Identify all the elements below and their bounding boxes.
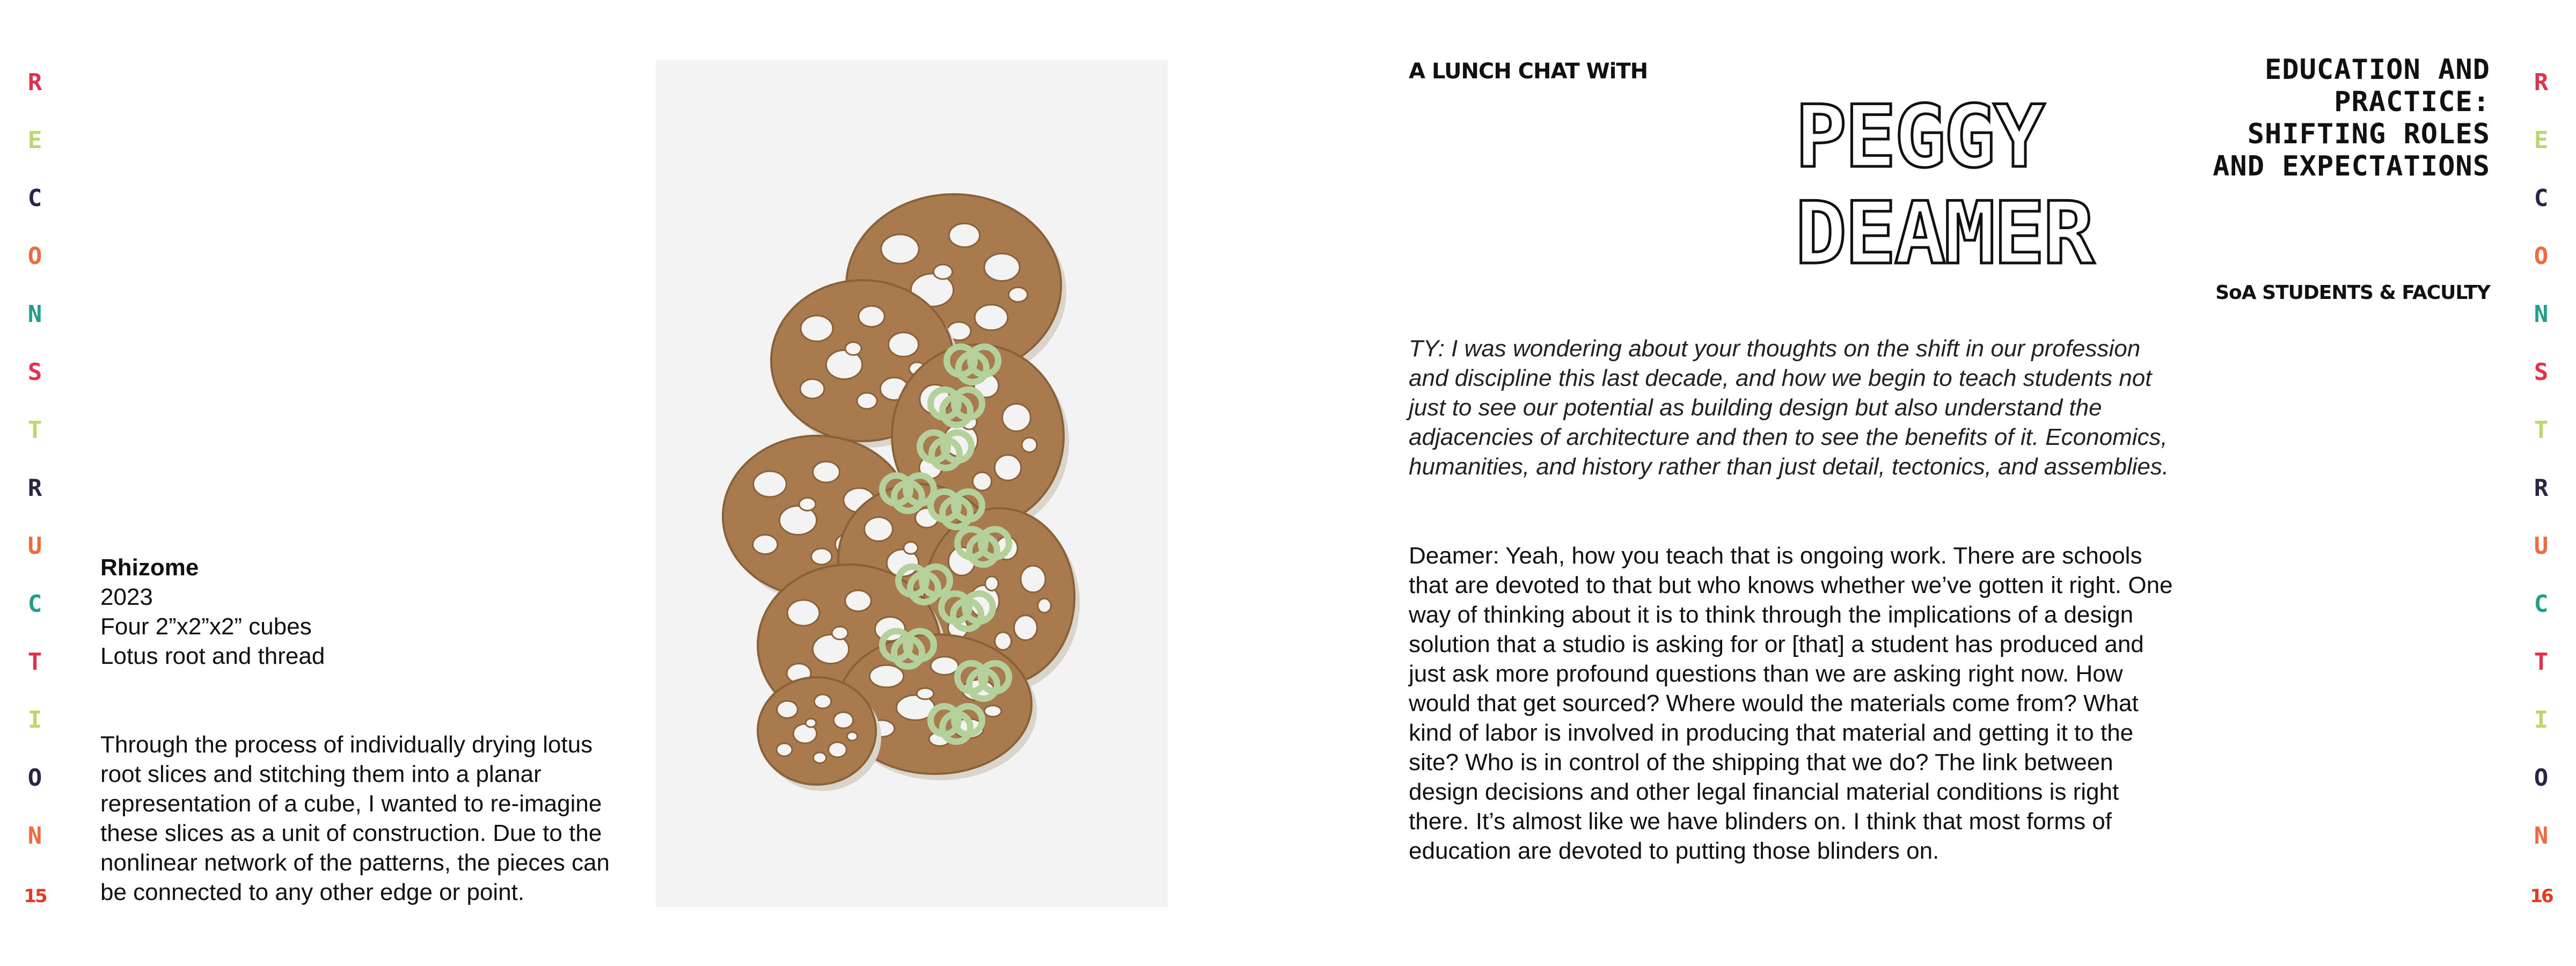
- lotus-hole: [933, 265, 952, 279]
- side-letter: T: [27, 416, 42, 444]
- side-letter: S: [27, 358, 42, 386]
- lotus-hole: [995, 632, 1012, 650]
- artwork-photo: [656, 60, 1168, 907]
- lotus-hole: [829, 742, 847, 757]
- side-letter: C: [2534, 590, 2549, 618]
- artwork-materials: Lotus root and thread: [100, 643, 325, 669]
- lotus-hole: [800, 379, 824, 399]
- artwork-title: Rhizome: [100, 554, 199, 581]
- lotus-hole: [847, 732, 857, 741]
- lotus-hole: [881, 235, 919, 264]
- side-letter: R: [2534, 69, 2549, 96]
- lotus-hole: [811, 548, 832, 565]
- lotus-hole: [777, 743, 792, 756]
- lotus-hole: [1002, 404, 1031, 431]
- side-letter: N: [27, 301, 42, 328]
- side-letter: T: [2534, 648, 2549, 676]
- lotus-hole: [984, 706, 1001, 717]
- lotus-hole: [1008, 287, 1027, 302]
- lotus-hole: [1021, 566, 1045, 592]
- lotus-hole: [801, 316, 833, 341]
- lotus-hole: [857, 393, 877, 409]
- artwork-year: 2023: [100, 584, 153, 610]
- lotus-hole: [859, 306, 885, 327]
- side-letter: I: [2534, 706, 2549, 734]
- lotus-hole: [806, 719, 816, 727]
- lotus-hole: [833, 712, 853, 728]
- side-letter: R: [27, 69, 42, 96]
- side-letter: U: [2534, 532, 2549, 560]
- side-letter: S: [2534, 358, 2549, 386]
- side-word-left: [16, 54, 54, 865]
- lotus-hole: [931, 657, 958, 675]
- side-letter: I: [27, 706, 42, 734]
- page-number-left: 15: [24, 885, 46, 907]
- side-letter: R: [2534, 474, 2549, 502]
- side-letter: T: [27, 648, 42, 676]
- side-word-right: [2522, 54, 2560, 865]
- side-letter: T: [2534, 416, 2549, 444]
- article-eyebrow: A LUNCH CHAT WiTH: [1409, 59, 1648, 84]
- side-letter: N: [2534, 301, 2549, 328]
- lotus-hole: [949, 223, 979, 247]
- lotus-hole: [917, 688, 934, 699]
- lotus-hole: [777, 701, 798, 718]
- lotus-hole: [814, 694, 831, 708]
- lotus-hole: [753, 471, 787, 497]
- side-letter: C: [27, 185, 42, 212]
- lotus-hole: [1014, 616, 1037, 640]
- interview-question: TY: I was wondering about your thoughts on the shift in our profession and discipline this last decade, and how we begin to teach students not just to see our potential as building design but also understand the adjacencies of architecture and then to see the benefits of it. Economics, humanities, and history rather than just detail, tectonics, and assemblies.: [1409, 335, 2169, 480]
- side-letter: O: [27, 243, 42, 270]
- side-letter: O: [27, 764, 42, 792]
- lotus-hole: [753, 535, 778, 554]
- lotus-hole: [984, 254, 1020, 281]
- lotus-hole: [994, 455, 1021, 481]
- side-letter: E: [27, 127, 42, 154]
- article-audience: SoA STUDENTS & FACULTY: [2215, 282, 2490, 304]
- lotus-hole: [975, 305, 1008, 331]
- lotus-hole: [1038, 598, 1051, 612]
- lotus-hole: [869, 665, 903, 687]
- lotus-hole: [904, 542, 918, 554]
- side-letter: E: [2534, 127, 2549, 154]
- page-number-right: 16: [2530, 885, 2552, 907]
- side-letter: C: [2534, 185, 2549, 212]
- lotus-hole: [985, 576, 999, 590]
- interview-answer: Deamer: Yeah, how you teach that is ongoing work. There are schools that are devoted to that but who knows whether we’ve gotten it right. One way of thinking about it is to think through the implications of a design solution that a studio is asking for or [that] a student has produced and just ask more profound questions than we are asking right now. How would that get sourced? Where would the materials come from? What kind of labor is involved in producing that material and getting it to the site? Who is in control of the shipping that we do? The link between design decisions and other legal financial material conditions is right there. It’s almost like we have blinders on. I think that most forms of education are devoted to putting those blinders on.: [1409, 543, 2173, 864]
- name-line-1: PEGGY: [1795, 91, 2043, 187]
- lotus-hole: [865, 517, 893, 541]
- artwork-caption: [100, 553, 476, 671]
- artwork-description: Through the process of individually drying lotus root slices and stitching them into a planar representation of a cube, I wanted to re-imagine these slices as a unit of construction. Due to the nonlinear network of the patterns, the pieces can be connected to any other edge or point.: [100, 731, 610, 905]
- name-line-2: DEAMER: [1795, 183, 2092, 279]
- lotus-hole: [787, 600, 819, 626]
- lotus-hole: [845, 342, 861, 355]
- lotus-hole: [799, 498, 816, 511]
- lotus-hole: [845, 590, 872, 611]
- side-letter: C: [27, 590, 42, 618]
- side-letter: O: [2534, 764, 2549, 792]
- side-letter: N: [2534, 822, 2549, 850]
- side-letter: R: [27, 474, 42, 502]
- side-letter: N: [27, 822, 42, 850]
- interviewee-name: [1790, 91, 2176, 279]
- side-letter: U: [27, 532, 42, 560]
- lotus-hole: [1022, 437, 1037, 452]
- article-topic: EDUCATION AND PRACTICE: SHIFTING ROLES AND EXPECTATIONS: [2213, 54, 2490, 182]
- side-letter: O: [2534, 243, 2549, 270]
- artwork-dimensions: Four 2”x2”x2” cubes: [100, 613, 312, 640]
- lotus-hole: [832, 627, 848, 640]
- lotus-hole: [888, 333, 918, 357]
- lotus-hole: [813, 752, 826, 763]
- lotus-hole: [813, 462, 839, 482]
- lotus-root-sculpture: [656, 60, 1168, 907]
- lotus-hole: [972, 472, 991, 491]
